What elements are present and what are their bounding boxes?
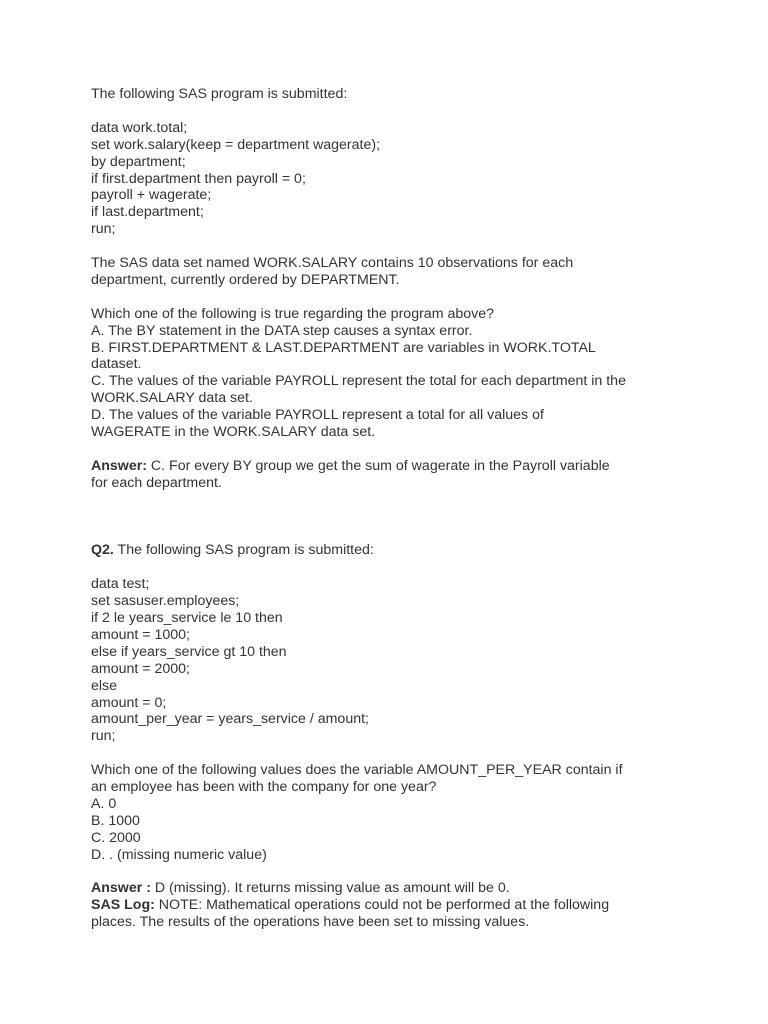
option-line: C. The values of the variable PAYROLL represent the total for each department in the [91, 373, 626, 390]
code-line: set sasuser.employees; [91, 593, 240, 610]
code-line: else if years_service gt 10 then [91, 643, 287, 660]
code-line: if 2 le years_service le 10 then [91, 609, 283, 626]
code-line: set work.salary(keep = department wagerate); [91, 136, 381, 153]
q1-code-block [91, 120, 691, 238]
q1-options [91, 323, 691, 441]
question-line: an employee has been with the company for one year? [91, 779, 437, 796]
q2-options [91, 796, 691, 864]
question-number: Q2. [91, 542, 114, 559]
q1-answer [91, 458, 691, 492]
code-line: else [91, 677, 118, 694]
q2-intro: The following SAS program is submitted: [113, 542, 374, 559]
code-line: payroll + wagerate; [91, 187, 212, 204]
q1-question: Which one of the following is true regarding the program above? [91, 305, 494, 322]
q2-question [91, 762, 691, 796]
code-line: data work.total; [91, 119, 188, 136]
question-1 [91, 86, 691, 492]
code-line: data test; [91, 576, 150, 593]
code-line: run; [91, 221, 116, 238]
context-line: The SAS data set named WORK.SALARY contains 10 observations for each [91, 255, 574, 272]
answer-label: Answer : [91, 880, 151, 897]
option-line: WAGERATE in the WORK.SALARY data set. [91, 424, 376, 441]
code-line: by department; [91, 153, 186, 170]
code-line: if first.department then payroll = 0; [91, 170, 306, 187]
option-line: B. FIRST.DEPARTMENT & LAST.DEPARTMENT are variables in WORK.TOTAL [91, 339, 596, 356]
option-line: B. 1000 [91, 812, 140, 829]
question-line: Which one of the following values does the variable AMOUNT_PER_YEAR contain if [91, 762, 623, 779]
q1-intro: The following SAS program is submitted: [91, 86, 348, 102]
context-line: department, currently ordered by DEPARTMENT. [91, 271, 400, 288]
log-text-continued: places. The results of the operations have been set to missing values. [91, 914, 530, 931]
option-line: A. 0 [91, 795, 117, 812]
answer-text: C. For every BY group we get the sum of wagerate in the Payroll variable [146, 457, 610, 474]
code-line: amount = 1000; [91, 626, 190, 643]
option-line: WORK.SALARY data set. [91, 390, 253, 407]
question-2 [91, 542, 691, 931]
answer-label: Answer: [91, 457, 147, 474]
answer-text-continued: for each department. [91, 474, 222, 491]
code-line: run; [91, 728, 116, 745]
code-line: amount = 0; [91, 694, 167, 711]
option-line: A. The BY statement in the DATA step causes a syntax error. [91, 322, 473, 339]
q2-code-block [91, 576, 691, 745]
q1-context [91, 255, 691, 289]
code-line: if last.department; [91, 204, 204, 221]
option-line: D. The values of the variable PAYROLL represent a total for all values of [91, 407, 544, 424]
option-line: dataset. [91, 356, 142, 373]
option-line: D. . (missing numeric value) [91, 846, 267, 863]
option-line: C. 2000 [91, 829, 141, 846]
code-line: amount_per_year = years_service / amount; [91, 711, 369, 728]
answer-text: D (missing). It returns missing value as amount will be 0. [150, 880, 510, 897]
document-page [91, 86, 691, 931]
code-line: amount = 2000; [91, 660, 190, 677]
log-text: NOTE: Mathematical operations could not be performed at the following [154, 897, 610, 914]
q2-answer [91, 880, 691, 931]
log-label: SAS Log: [91, 897, 155, 914]
